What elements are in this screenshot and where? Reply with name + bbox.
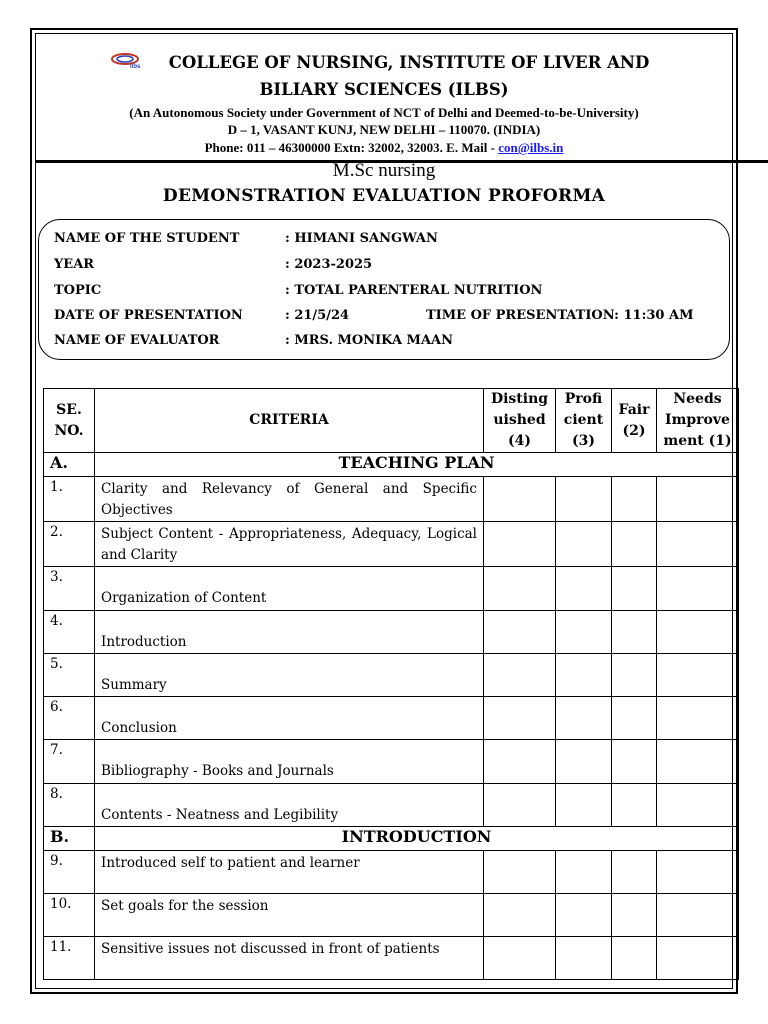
- score-cell-distinguished[interactable]: [484, 611, 556, 654]
- score-cell-distinguished[interactable]: [484, 784, 556, 827]
- email-link[interactable]: con@ilbs.in: [498, 140, 564, 155]
- info-label-evaluator: NAME OF EVALUATOR: [54, 333, 220, 348]
- row-number: 4.: [44, 611, 95, 654]
- info-value-date: : 21/5/24: [285, 308, 350, 323]
- score-cell-needs-improvement[interactable]: [657, 740, 739, 784]
- row-number: 8.: [44, 784, 95, 827]
- score-cell-proficient[interactable]: [556, 740, 612, 784]
- score-cell-needs-improvement[interactable]: [657, 477, 739, 522]
- score-cell-fair[interactable]: [612, 567, 657, 611]
- criteria-text: Summary: [95, 654, 484, 697]
- table-row: [44, 740, 739, 784]
- criteria-text: Subject Content - Appropriateness, Adequacy, Logical and Clarity: [95, 522, 484, 567]
- criteria-text: Organization of Content: [95, 567, 484, 611]
- course-name: M.Sc nursing: [332, 160, 436, 181]
- score-cell-proficient[interactable]: [556, 567, 612, 611]
- table-row: [44, 477, 739, 522]
- score-cell-proficient[interactable]: [556, 784, 612, 827]
- criteria-text: Conclusion: [95, 697, 484, 740]
- header-needs-improvement: Needs Improve ment (1): [657, 389, 739, 453]
- info-value-year: : 2023-2025: [285, 257, 373, 272]
- score-cell-needs-improvement[interactable]: [657, 567, 739, 611]
- score-cell-needs-improvement[interactable]: [657, 611, 739, 654]
- table-row: [44, 654, 739, 697]
- college-title-line2: BILIARY SCIENCES (ILBS): [259, 80, 509, 99]
- row-number: 2.: [44, 522, 95, 567]
- score-cell-distinguished[interactable]: [484, 697, 556, 740]
- row-number: 10.: [44, 894, 95, 937]
- score-cell-fair[interactable]: [612, 937, 657, 980]
- score-cell-proficient[interactable]: [556, 851, 612, 894]
- section-letter: B.: [44, 827, 95, 851]
- info-value-evaluator: : MRS. MONIKA MAAN: [285, 333, 454, 348]
- score-cell-needs-improvement[interactable]: [657, 894, 739, 937]
- college-title-line1: COLLEGE OF NURSING, INSTITUTE OF LIVER AND: [168, 53, 650, 72]
- score-cell-distinguished[interactable]: [484, 894, 556, 937]
- table-row: [44, 894, 739, 937]
- score-cell-proficient[interactable]: [556, 522, 612, 567]
- score-cell-needs-improvement[interactable]: [657, 654, 739, 697]
- evaluation-table: [43, 388, 739, 980]
- criteria-text: Set goals for the session: [95, 894, 484, 937]
- score-cell-fair[interactable]: [612, 654, 657, 697]
- header-se-no: SE. NO.: [44, 389, 95, 453]
- table-row: [44, 851, 739, 894]
- table-row: [44, 697, 739, 740]
- score-cell-distinguished[interactable]: [484, 567, 556, 611]
- score-cell-distinguished[interactable]: [484, 937, 556, 980]
- score-cell-proficient[interactable]: [556, 611, 612, 654]
- score-cell-needs-improvement[interactable]: [657, 784, 739, 827]
- score-cell-fair[interactable]: [612, 522, 657, 567]
- score-cell-fair[interactable]: [612, 611, 657, 654]
- header-criteria: CRITERIA: [95, 389, 484, 453]
- score-cell-proficient[interactable]: [556, 697, 612, 740]
- header-fair: Fair (2): [612, 389, 657, 453]
- score-cell-proficient[interactable]: [556, 894, 612, 937]
- table-header-row: [44, 389, 739, 453]
- score-cell-distinguished[interactable]: [484, 851, 556, 894]
- score-cell-fair[interactable]: [612, 784, 657, 827]
- table-row: [44, 937, 739, 980]
- score-cell-proficient[interactable]: [556, 937, 612, 980]
- score-cell-needs-improvement[interactable]: [657, 851, 739, 894]
- score-cell-distinguished[interactable]: [484, 740, 556, 784]
- table-row: [44, 611, 739, 654]
- section-title: INTRODUCTION: [95, 827, 739, 851]
- score-cell-proficient[interactable]: [556, 654, 612, 697]
- section-title: TEACHING PLAN: [95, 453, 739, 477]
- score-cell-needs-improvement[interactable]: [657, 522, 739, 567]
- header-distinguished: Disting uished (4): [484, 389, 556, 453]
- svg-text:ilbs: ilbs: [130, 64, 141, 70]
- info-label-date: DATE OF PRESENTATION: [54, 308, 243, 323]
- row-number: 11.: [44, 937, 95, 980]
- section-row-a: [44, 453, 739, 477]
- score-cell-distinguished[interactable]: [484, 477, 556, 522]
- criteria-text: Contents - Neatness and Legibility: [95, 784, 484, 827]
- info-value-student: : HIMANI SANGWAN: [285, 231, 438, 246]
- score-cell-distinguished[interactable]: [484, 522, 556, 567]
- score-cell-fair[interactable]: [612, 851, 657, 894]
- criteria-text: Introduced self to patient and learner: [95, 851, 484, 894]
- score-cell-proficient[interactable]: [556, 477, 612, 522]
- row-number: 7.: [44, 740, 95, 784]
- contact-line: [36, 140, 732, 156]
- phone-text: Phone: 011 – 46300000 Extn: 32002, 32003. E. Mail -: [204, 140, 499, 155]
- score-cell-needs-improvement[interactable]: [657, 937, 739, 980]
- table-row: [44, 784, 739, 827]
- criteria-text: Sensitive issues not discussed in front of patients: [95, 937, 484, 980]
- row-number: 3.: [44, 567, 95, 611]
- criteria-text: Introduction: [95, 611, 484, 654]
- row-number: 1.: [44, 477, 95, 522]
- header-proficient: Profi cient (3): [556, 389, 612, 453]
- section-row-b: [44, 827, 739, 851]
- form-title: DEMONSTRATION EVALUATION PROFORMA: [162, 186, 606, 206]
- score-cell-needs-improvement[interactable]: [657, 697, 739, 740]
- info-value-topic: : TOTAL PARENTERAL NUTRITION: [285, 283, 543, 298]
- score-cell-fair[interactable]: [612, 740, 657, 784]
- criteria-text: Clarity and Relevancy of General and Specific Objectives: [95, 477, 484, 522]
- section-letter: A.: [44, 453, 95, 477]
- table-row: [44, 522, 739, 567]
- score-cell-fair[interactable]: [612, 477, 657, 522]
- institution-address: D – 1, VASANT KUNJ, NEW DELHI – 110070. (INDIA): [227, 122, 541, 137]
- row-number: 9.: [44, 851, 95, 894]
- institution-subtitle: (An Autonomous Society under Government of NCT of Delhi and Deemed-to-be-University): [129, 105, 639, 120]
- info-label-topic: TOPIC: [54, 283, 102, 298]
- info-label-student: NAME OF THE STUDENT: [54, 231, 240, 246]
- info-label-year: YEAR: [54, 257, 95, 272]
- score-cell-distinguished[interactable]: [484, 654, 556, 697]
- row-number: 5.: [44, 654, 95, 697]
- table-row: [44, 567, 739, 611]
- row-number: 6.: [44, 697, 95, 740]
- info-time-of-presentation: TIME OF PRESENTATION: 11:30 AM: [426, 308, 694, 323]
- score-cell-fair[interactable]: [612, 697, 657, 740]
- criteria-text: Bibliography - Books and Journals: [95, 740, 484, 784]
- score-cell-fair[interactable]: [612, 894, 657, 937]
